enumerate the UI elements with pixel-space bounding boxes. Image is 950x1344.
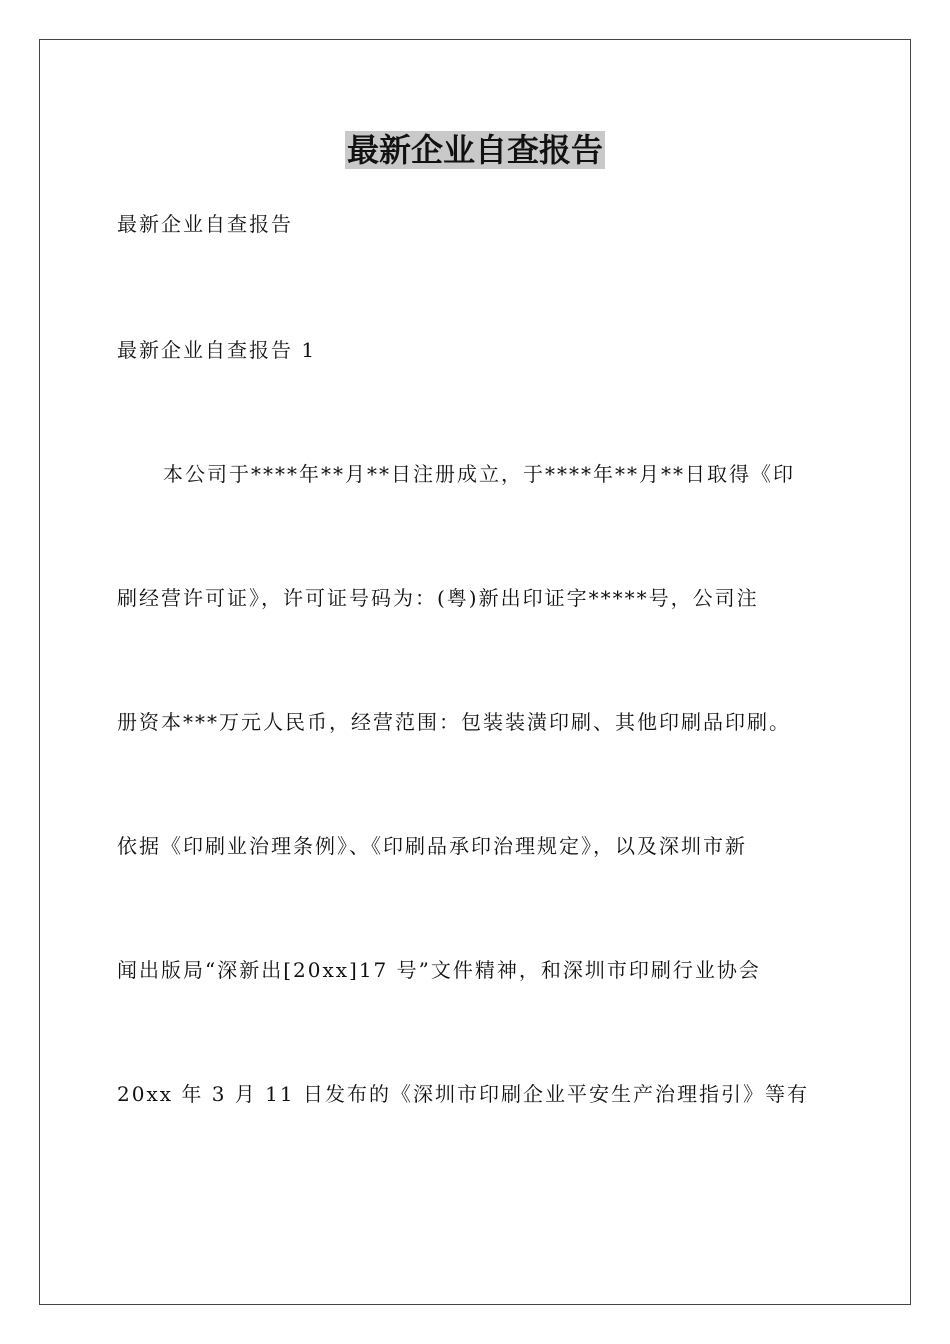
document-subtitle: 最新企业自查报告 <box>117 212 293 236</box>
body-line: 册资本***万元人民币，经营范围：包装装潢印刷、其他印刷品印刷。 <box>117 710 791 734</box>
section-heading: 最新企业自查报告 1 <box>117 338 317 362</box>
document-title-text: 最新企业自查报告 <box>346 131 603 169</box>
body-line: 闻出版局“深新出[20xx]17 号”文件精神，和深圳市印刷行业协会 <box>117 958 761 982</box>
document-title <box>0 128 950 172</box>
body-line: 本公司于****年**月**日注册成立，于****年**月**日取得《印 <box>163 462 795 486</box>
body-line: 刷经营许可证》，许可证号码为：(粤)新出印证字*****号，公司注 <box>117 586 759 610</box>
body-line: 依据《印刷业治理条例》、《印刷品承印治理规定》，以及深圳市新 <box>117 834 747 858</box>
body-line: 20xx 年 3 月 11 日发布的《深圳市印刷企业平安生产治理指引》等有 <box>117 1082 809 1106</box>
